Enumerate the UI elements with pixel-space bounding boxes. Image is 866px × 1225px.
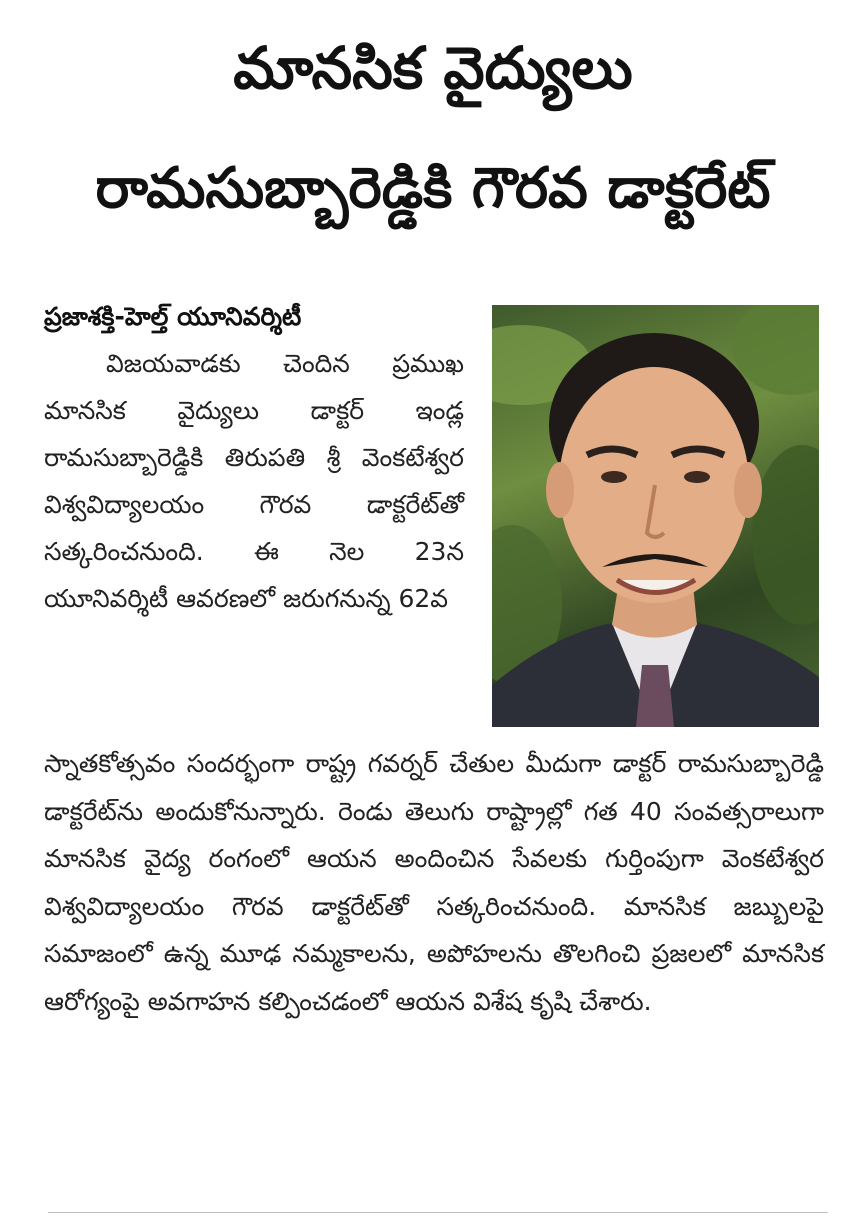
portrait-photo <box>492 305 819 727</box>
bottom-divider <box>48 1212 828 1213</box>
dateline: ప్రజాశక్తి-హెల్త్ యూనివర్శిటీ <box>44 302 302 331</box>
article-body-top <box>44 340 464 622</box>
article-paragraph-bottom: స్నాతకోత్సవం సందర్భంగా రాష్ట్ర గవర్నర్ చేతుల మీదుగా డాక్టర్ రామసుబ్బారెడ్డి డాక్టరేట్‌ను అందుకోనున్నారు. రెండు తెలుగు రాష్ట్రాల్లో గత 40 సంవత్సరాలుగా మానసిక వైద్య రంగంలో ఆయన అందించిన సేవలకు గుర్తింపుగా వెంకటేశ్వర విశ్వవిద్యాలయం గౌరవ డాక్టరేట్‌తో సత్కరించనుంది. మానసిక జబ్బులపై సమాజంలో ఉన్న మూఢ నమ్మకాలను, అపోహలను తొలగించి ప్రజలలో మానసిక ఆరోగ్యంపై అవగాహన కల్పించడంలో ఆయన విశేష కృషి చేశారు. <box>44 749 824 1016</box>
article-body-bottom <box>44 740 824 1025</box>
headline-line-2: రామసుబ్బారెడ్డికి గౌరవ డాక్టరేట్ <box>95 156 771 221</box>
headline-line-1: మానసిక వైద్యులు <box>233 34 633 102</box>
article-paragraph-top: విజయవాడకు చెందిన ప్రముఖ మానసిక వైద్యులు డాక్టర్ ఇండ్ల రామసుబ్బారెడ్డికి తిరుపతి శ్రీ వెంకటేశ్వర విశ్వవిద్యాలయం గౌరవ డాక్టరేట్‌తో సత్కరించనుంది. ఈ నెల 23న యూనివర్శిటీ ఆవరణలో జరుగనున్న 62వ <box>44 349 464 613</box>
